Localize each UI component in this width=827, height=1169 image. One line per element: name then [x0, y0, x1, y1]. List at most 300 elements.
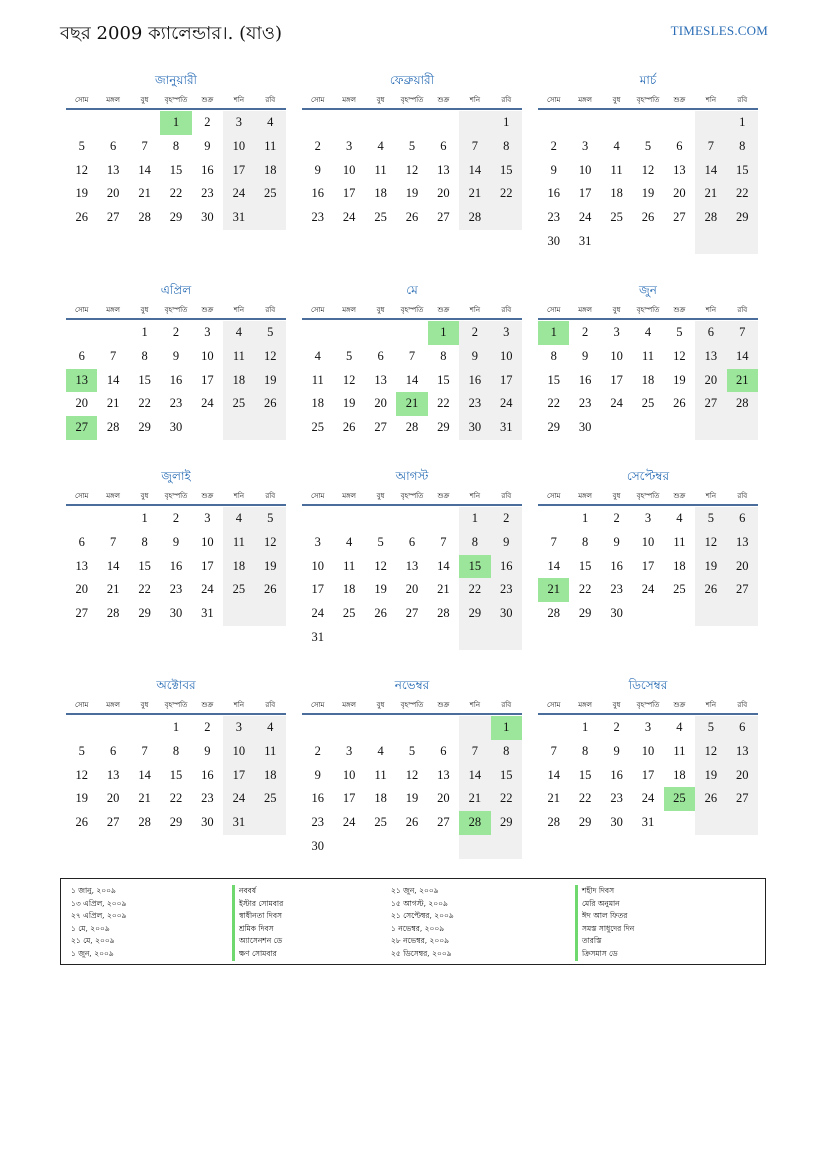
day-cell[interactable]: 23: [610, 791, 623, 806]
day-cell[interactable]: 22: [138, 582, 151, 597]
day-cell[interactable]: 11: [673, 743, 686, 758]
day-cell[interactable]: 22: [459, 578, 490, 602]
day-cell[interactable]: 15: [138, 558, 151, 573]
day-cell[interactable]: 14: [459, 159, 490, 183]
day-cell[interactable]: 14: [695, 159, 726, 183]
day-cell[interactable]: 9: [204, 743, 211, 758]
day-cell[interactable]: 11: [673, 534, 686, 549]
day-cell[interactable]: 21: [695, 182, 726, 206]
day-cell[interactable]: 4: [644, 325, 652, 339]
day-cell[interactable]: 10: [342, 767, 356, 782]
day-cell[interactable]: 3: [204, 325, 211, 339]
day-cell[interactable]: 15: [578, 767, 592, 782]
day-cell[interactable]: 6: [676, 138, 683, 153]
day-cell[interactable]: 27: [106, 210, 120, 225]
day-cell[interactable]: 22: [169, 186, 183, 201]
day-cell[interactable]: 29: [491, 811, 522, 835]
day-cell[interactable]: 25: [255, 182, 286, 206]
day-cell[interactable]: 23: [169, 396, 183, 411]
day-cell[interactable]: 15: [138, 372, 151, 387]
day-cell[interactable]: 1: [582, 511, 589, 525]
day-cell[interactable]: 2: [204, 720, 211, 734]
day-cell[interactable]: 5: [377, 534, 384, 549]
day-cell[interactable]: 23: [201, 186, 214, 201]
day-cell[interactable]: 10: [610, 348, 623, 363]
day-cell[interactable]: 20: [106, 791, 120, 806]
day-cell[interactable]: 18: [255, 159, 286, 183]
day-cell[interactable]: 12: [641, 162, 655, 177]
day-cell[interactable]: 21: [138, 791, 151, 806]
day-cell[interactable]: 16: [459, 369, 490, 393]
day-cell[interactable]: 27: [437, 210, 450, 225]
day-cell[interactable]: 24: [641, 791, 655, 806]
day-cell[interactable]: 31: [491, 416, 522, 440]
day-cell[interactable]: 10: [201, 348, 214, 363]
day-cell[interactable]: 27: [695, 392, 726, 416]
day-cell[interactable]: 27: [727, 578, 758, 602]
day-cell[interactable]: 13: [695, 345, 726, 369]
day-cell[interactable]: 22: [578, 791, 592, 806]
day-cell[interactable]: 12: [673, 348, 686, 363]
day-cell[interactable]: 29: [727, 206, 758, 230]
day-cell[interactable]: 7: [727, 321, 758, 345]
day-cell[interactable]: 7: [110, 534, 117, 549]
day-cell[interactable]: 1: [459, 507, 490, 531]
day-cell[interactable]: 19: [342, 396, 356, 411]
day-cell[interactable]: 1: [141, 511, 148, 525]
day-cell[interactable]: 11: [374, 767, 387, 782]
day-cell[interactable]: 30: [578, 420, 592, 435]
day-cell[interactable]: 31: [578, 233, 592, 248]
day-cell[interactable]: 20: [75, 582, 88, 597]
day-cell[interactable]: 15: [169, 767, 183, 782]
day-cell[interactable]: 13: [727, 740, 758, 764]
day-cell[interactable]: 15: [169, 162, 183, 177]
day-cell[interactable]: 15: [491, 764, 522, 788]
day-cell[interactable]: 15: [547, 372, 560, 387]
day-cell[interactable]: 16: [311, 791, 324, 806]
day-cell[interactable]: 7: [695, 135, 726, 159]
day-cell[interactable]: 31: [201, 606, 214, 621]
day-cell[interactable]: 12: [342, 372, 356, 387]
day-cell[interactable]: 6: [408, 534, 416, 549]
day-cell[interactable]: 28: [138, 815, 151, 830]
day-cell[interactable]: 24: [342, 210, 356, 225]
day-cell[interactable]: 13: [405, 558, 419, 573]
day-cell[interactable]: 13: [374, 372, 387, 387]
holiday-day-cell[interactable]: 28: [459, 811, 490, 835]
day-cell[interactable]: 22: [491, 182, 522, 206]
day-cell[interactable]: 25: [673, 582, 686, 597]
day-cell[interactable]: 28: [405, 420, 419, 435]
day-cell[interactable]: 23: [311, 210, 324, 225]
day-cell[interactable]: 18: [673, 767, 686, 782]
day-cell[interactable]: 19: [405, 186, 419, 201]
day-cell[interactable]: 4: [223, 321, 254, 345]
day-cell[interactable]: 8: [440, 348, 447, 363]
day-cell[interactable]: 16: [201, 162, 214, 177]
day-cell[interactable]: 8: [550, 348, 557, 363]
day-cell[interactable]: 19: [255, 555, 286, 579]
day-cell[interactable]: 13: [75, 558, 88, 573]
day-cell[interactable]: 2: [582, 325, 589, 339]
day-cell[interactable]: 28: [547, 606, 560, 621]
day-cell[interactable]: 25: [641, 396, 655, 411]
day-cell[interactable]: 19: [374, 582, 387, 597]
day-cell[interactable]: 10: [201, 534, 214, 549]
day-cell[interactable]: 8: [491, 740, 522, 764]
day-cell[interactable]: 3: [644, 720, 652, 734]
day-cell[interactable]: 24: [641, 582, 655, 597]
day-cell[interactable]: 27: [106, 815, 120, 830]
day-cell[interactable]: 29: [578, 815, 592, 830]
day-cell[interactable]: 18: [610, 186, 623, 201]
day-cell[interactable]: 30: [169, 420, 183, 435]
day-cell[interactable]: 10: [578, 162, 592, 177]
day-cell[interactable]: 12: [255, 531, 286, 555]
day-cell[interactable]: 8: [727, 135, 758, 159]
day-cell[interactable]: 28: [106, 606, 120, 621]
day-cell[interactable]: 27: [405, 606, 419, 621]
day-cell[interactable]: 25: [374, 210, 387, 225]
day-cell[interactable]: 28: [727, 392, 758, 416]
day-cell[interactable]: 6: [440, 138, 447, 153]
day-cell[interactable]: 5: [78, 138, 85, 153]
day-cell[interactable]: 24: [201, 396, 214, 411]
day-cell[interactable]: 23: [578, 396, 592, 411]
day-cell[interactable]: 25: [223, 392, 254, 416]
day-cell[interactable]: 14: [727, 345, 758, 369]
holiday-day-cell[interactable]: 1: [538, 321, 569, 345]
day-cell[interactable]: 8: [141, 348, 148, 363]
day-cell[interactable]: 20: [437, 186, 450, 201]
day-cell[interactable]: 17: [201, 558, 214, 573]
day-cell[interactable]: 22: [727, 182, 758, 206]
holiday-day-cell[interactable]: 1: [428, 321, 459, 345]
day-cell[interactable]: 23: [459, 392, 490, 416]
day-cell[interactable]: 2: [613, 720, 620, 734]
day-cell[interactable]: 29: [169, 210, 183, 225]
day-cell[interactable]: 8: [582, 534, 589, 549]
day-cell[interactable]: 7: [550, 743, 557, 758]
day-cell[interactable]: 13: [673, 162, 686, 177]
day-cell[interactable]: 22: [437, 396, 450, 411]
day-cell[interactable]: 2: [172, 325, 180, 339]
day-cell[interactable]: 26: [695, 787, 726, 811]
day-cell[interactable]: 30: [201, 210, 214, 225]
day-cell[interactable]: 7: [408, 348, 416, 363]
day-cell[interactable]: 19: [255, 369, 286, 393]
day-cell[interactable]: 3: [314, 534, 321, 549]
day-cell[interactable]: 1: [141, 325, 148, 339]
day-cell[interactable]: 18: [374, 186, 387, 201]
day-cell[interactable]: 17: [223, 159, 254, 183]
day-cell[interactable]: 20: [75, 396, 88, 411]
day-cell[interactable]: 3: [346, 743, 353, 758]
day-cell[interactable]: 20: [405, 582, 419, 597]
day-cell[interactable]: 15: [727, 159, 758, 183]
day-cell[interactable]: 5: [408, 743, 416, 758]
day-cell[interactable]: 21: [106, 582, 120, 597]
day-cell[interactable]: 7: [550, 534, 557, 549]
day-cell[interactable]: 4: [346, 534, 353, 549]
holiday-day-cell[interactable]: 15: [459, 555, 490, 579]
day-cell[interactable]: 26: [405, 815, 419, 830]
day-cell[interactable]: 5: [255, 507, 286, 531]
day-cell[interactable]: 19: [673, 372, 686, 387]
day-cell[interactable]: 9: [613, 743, 620, 758]
day-cell[interactable]: 1: [491, 111, 522, 135]
day-cell[interactable]: 10: [223, 740, 254, 764]
day-cell[interactable]: 2: [491, 507, 522, 531]
day-cell[interactable]: 21: [547, 791, 560, 806]
day-cell[interactable]: 2: [613, 511, 620, 525]
day-cell[interactable]: 13: [106, 767, 120, 782]
day-cell[interactable]: 24: [491, 392, 522, 416]
day-cell[interactable]: 8: [459, 531, 490, 555]
day-cell[interactable]: 27: [374, 420, 387, 435]
day-cell[interactable]: 26: [405, 210, 419, 225]
day-cell[interactable]: 30: [201, 815, 214, 830]
day-cell[interactable]: 22: [578, 582, 592, 597]
day-cell[interactable]: 16: [610, 558, 623, 573]
day-cell[interactable]: 26: [255, 578, 286, 602]
day-cell[interactable]: 16: [201, 767, 214, 782]
day-cell[interactable]: 25: [255, 787, 286, 811]
day-cell[interactable]: 31: [223, 811, 254, 835]
day-cell[interactable]: 12: [75, 162, 88, 177]
day-cell[interactable]: 2: [314, 138, 321, 153]
day-cell[interactable]: 11: [610, 162, 623, 177]
day-cell[interactable]: 17: [641, 558, 655, 573]
day-cell[interactable]: 3: [204, 511, 211, 525]
holiday-day-cell[interactable]: 13: [66, 369, 97, 393]
day-cell[interactable]: 16: [491, 555, 522, 579]
day-cell[interactable]: 15: [437, 372, 450, 387]
holiday-day-cell[interactable]: 25: [664, 787, 695, 811]
day-cell[interactable]: 24: [610, 396, 623, 411]
day-cell[interactable]: 28: [437, 606, 450, 621]
day-cell[interactable]: 18: [641, 372, 655, 387]
day-cell[interactable]: 21: [459, 787, 490, 811]
day-cell[interactable]: 26: [641, 210, 655, 225]
day-cell[interactable]: 7: [141, 138, 148, 153]
holiday-day-cell[interactable]: 1: [160, 111, 191, 135]
day-cell[interactable]: 4: [255, 716, 286, 740]
day-cell[interactable]: 5: [695, 507, 726, 531]
day-cell[interactable]: 1: [582, 720, 589, 734]
day-cell[interactable]: 2: [550, 138, 557, 153]
day-cell[interactable]: 23: [610, 582, 623, 597]
day-cell[interactable]: 28: [459, 206, 490, 230]
day-cell[interactable]: 7: [440, 534, 447, 549]
day-cell[interactable]: 8: [582, 743, 589, 758]
day-cell[interactable]: 30: [547, 233, 560, 248]
day-cell[interactable]: 22: [138, 396, 151, 411]
day-cell[interactable]: 1: [727, 111, 758, 135]
day-cell[interactable]: 11: [374, 162, 387, 177]
day-cell[interactable]: 2: [459, 321, 490, 345]
day-cell[interactable]: 20: [695, 369, 726, 393]
day-cell[interactable]: 14: [547, 558, 560, 573]
day-cell[interactable]: 13: [437, 767, 450, 782]
holiday-day-cell[interactable]: 21: [538, 578, 569, 602]
day-cell[interactable]: 22: [169, 791, 183, 806]
day-cell[interactable]: 3: [346, 138, 353, 153]
day-cell[interactable]: 6: [440, 743, 447, 758]
holiday-day-cell[interactable]: 21: [396, 392, 427, 416]
day-cell[interactable]: 11: [223, 345, 254, 369]
day-cell[interactable]: 14: [106, 558, 120, 573]
day-cell[interactable]: 10: [342, 162, 356, 177]
day-cell[interactable]: 17: [223, 764, 254, 788]
day-cell[interactable]: 5: [676, 325, 683, 339]
day-cell[interactable]: 8: [141, 534, 148, 549]
day-cell[interactable]: 3: [613, 325, 620, 339]
day-cell[interactable]: 21: [459, 182, 490, 206]
day-cell[interactable]: 14: [106, 372, 120, 387]
day-cell[interactable]: 26: [255, 392, 286, 416]
day-cell[interactable]: 20: [106, 186, 120, 201]
day-cell[interactable]: 4: [377, 138, 384, 153]
day-cell[interactable]: 14: [459, 764, 490, 788]
day-cell[interactable]: 4: [223, 507, 254, 531]
day-cell[interactable]: 15: [578, 558, 592, 573]
day-cell[interactable]: 29: [437, 420, 450, 435]
day-cell[interactable]: 29: [138, 420, 151, 435]
day-cell[interactable]: 20: [727, 555, 758, 579]
day-cell[interactable]: 6: [78, 348, 85, 363]
day-cell[interactable]: 17: [342, 791, 356, 806]
day-cell[interactable]: 30: [311, 838, 324, 853]
day-cell[interactable]: 3: [223, 716, 254, 740]
day-cell[interactable]: 24: [201, 582, 214, 597]
day-cell[interactable]: 14: [437, 558, 450, 573]
day-cell[interactable]: 12: [405, 162, 419, 177]
day-cell[interactable]: 26: [695, 578, 726, 602]
day-cell[interactable]: 24: [311, 606, 324, 621]
day-cell[interactable]: 16: [610, 767, 623, 782]
day-cell[interactable]: 23: [201, 791, 214, 806]
day-cell[interactable]: 24: [223, 787, 254, 811]
day-cell[interactable]: 25: [374, 815, 387, 830]
day-cell[interactable]: 8: [172, 138, 180, 153]
day-cell[interactable]: 17: [342, 186, 356, 201]
day-cell[interactable]: 26: [673, 396, 686, 411]
day-cell[interactable]: 18: [311, 396, 324, 411]
day-cell[interactable]: 9: [314, 162, 321, 177]
day-cell[interactable]: 18: [673, 558, 686, 573]
day-cell[interactable]: 12: [255, 345, 286, 369]
day-cell[interactable]: 19: [75, 186, 88, 201]
day-cell[interactable]: 9: [550, 162, 557, 177]
day-cell[interactable]: 27: [673, 210, 686, 225]
day-cell[interactable]: 9: [491, 531, 522, 555]
holiday-day-cell[interactable]: 21: [727, 369, 758, 393]
day-cell[interactable]: 25: [311, 420, 324, 435]
day-cell[interactable]: 17: [578, 186, 592, 201]
day-cell[interactable]: 9: [172, 534, 180, 549]
day-cell[interactable]: 30: [169, 606, 183, 621]
day-cell[interactable]: 12: [405, 767, 419, 782]
day-cell[interactable]: 12: [695, 531, 726, 555]
day-cell[interactable]: 26: [75, 210, 88, 225]
day-cell[interactable]: 23: [311, 815, 324, 830]
day-cell[interactable]: 9: [172, 348, 180, 363]
day-cell[interactable]: 9: [613, 534, 620, 549]
day-cell[interactable]: 20: [437, 791, 450, 806]
day-cell[interactable]: 3: [491, 321, 522, 345]
day-cell[interactable]: 22: [491, 787, 522, 811]
day-cell[interactable]: 22: [547, 396, 560, 411]
day-cell[interactable]: 10: [641, 743, 655, 758]
day-cell[interactable]: 23: [169, 582, 183, 597]
day-cell[interactable]: 9: [204, 138, 211, 153]
day-cell[interactable]: 7: [459, 135, 490, 159]
day-cell[interactable]: 31: [311, 629, 324, 644]
day-cell[interactable]: 10: [223, 135, 254, 159]
day-cell[interactable]: 6: [727, 507, 758, 531]
day-cell[interactable]: 16: [311, 186, 324, 201]
day-cell[interactable]: 27: [75, 606, 88, 621]
day-cell[interactable]: 19: [405, 791, 419, 806]
day-cell[interactable]: 2: [314, 743, 321, 758]
day-cell[interactable]: 14: [405, 372, 419, 387]
day-cell[interactable]: 21: [106, 396, 120, 411]
day-cell[interactable]: 11: [311, 372, 324, 387]
day-cell[interactable]: 18: [255, 764, 286, 788]
day-cell[interactable]: 12: [695, 740, 726, 764]
day-cell[interactable]: 27: [727, 787, 758, 811]
day-cell[interactable]: 2: [172, 511, 180, 525]
day-cell[interactable]: 27: [437, 815, 450, 830]
day-cell[interactable]: 6: [727, 716, 758, 740]
day-cell[interactable]: 29: [138, 606, 151, 621]
day-cell[interactable]: 19: [641, 186, 655, 201]
day-cell[interactable]: 31: [223, 206, 254, 230]
day-cell[interactable]: 5: [644, 138, 652, 153]
day-cell[interactable]: 12: [75, 767, 88, 782]
day-cell[interactable]: 5: [78, 743, 85, 758]
day-cell[interactable]: 21: [437, 582, 450, 597]
day-cell[interactable]: 13: [437, 162, 450, 177]
day-cell[interactable]: 20: [673, 186, 686, 201]
day-cell[interactable]: 21: [138, 186, 151, 201]
day-cell[interactable]: 15: [491, 159, 522, 183]
day-cell[interactable]: 4: [314, 348, 321, 363]
day-cell[interactable]: 30: [610, 815, 623, 830]
day-cell[interactable]: 26: [342, 420, 356, 435]
day-cell[interactable]: 5: [255, 321, 286, 345]
day-cell[interactable]: 6: [695, 321, 726, 345]
day-cell[interactable]: 17: [201, 372, 214, 387]
day-cell[interactable]: 29: [578, 606, 592, 621]
day-cell[interactable]: 28: [547, 815, 560, 830]
day-cell[interactable]: 13: [727, 531, 758, 555]
day-cell[interactable]: 18: [374, 791, 387, 806]
day-cell[interactable]: 6: [110, 743, 117, 758]
day-cell[interactable]: 16: [547, 186, 560, 201]
day-cell[interactable]: 16: [578, 372, 592, 387]
holiday-day-cell[interactable]: 1: [491, 716, 522, 740]
day-cell[interactable]: 18: [342, 582, 356, 597]
day-cell[interactable]: 4: [377, 743, 384, 758]
day-cell[interactable]: 4: [255, 111, 286, 135]
day-cell[interactable]: 18: [223, 555, 254, 579]
day-cell[interactable]: 20: [727, 764, 758, 788]
day-cell[interactable]: 7: [110, 348, 117, 363]
day-cell[interactable]: 9: [459, 345, 490, 369]
